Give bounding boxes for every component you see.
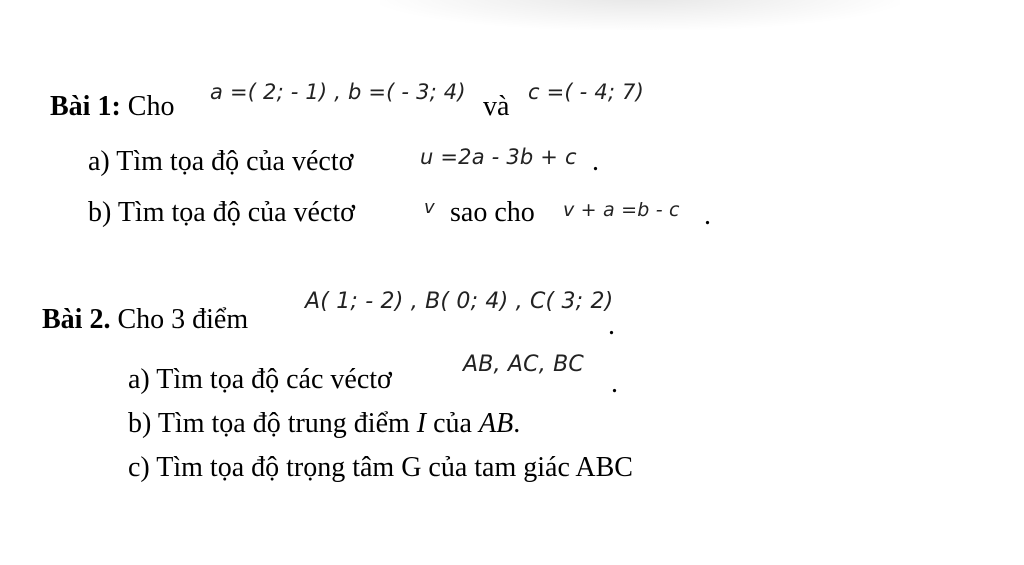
bai1-part-b-var-text: v bbox=[424, 197, 435, 218]
bai2-part-b bbox=[128, 408, 520, 440]
bai1-part-a-end: . bbox=[592, 146, 599, 177]
top-shadow bbox=[380, 0, 900, 30]
bai2-part-a-end: . bbox=[611, 368, 618, 399]
bai1-part-a-math bbox=[420, 145, 577, 169]
bai2-part-a-math bbox=[463, 353, 584, 377]
bai1-vectors-ab bbox=[210, 80, 466, 104]
bai1-part-b-math-text: v + a =b - c bbox=[563, 199, 680, 221]
bai2-part-b-AB: AB bbox=[478, 408, 514, 439]
bai1-vector-c bbox=[528, 80, 644, 104]
bai2-part-b-end: . bbox=[513, 408, 521, 439]
bai2-part-b-I: I bbox=[416, 408, 427, 439]
bai2-heading bbox=[42, 304, 248, 336]
bai2-part-a-text: a) Tìm tọa độ các véctơ bbox=[128, 364, 392, 395]
bai1-part-a-math-text: u =2a - 3b + c bbox=[420, 145, 577, 169]
bai1-label: Bài 1: bbox=[50, 91, 121, 122]
bai2-part-b-mid: của bbox=[433, 408, 472, 439]
bai2-part-b-pre: b) Tìm tọa độ trung điểm bbox=[128, 408, 410, 439]
bai2-label: Bài 2. bbox=[42, 304, 111, 335]
bai1-heading bbox=[50, 91, 174, 123]
bai2-part-a-math-text: AB, AC, BC bbox=[463, 352, 584, 377]
bai2-points-text: A( 1; - 2) , B( 0; 4) , C( 3; 2) bbox=[305, 289, 614, 314]
bai1-vectors-ab-text: a =( 2; - 1) , b =( - 3; 4) bbox=[210, 80, 466, 104]
bai1-intro: Cho bbox=[127, 91, 175, 122]
bai1-part-b-math bbox=[563, 198, 680, 222]
bai1-part-a-text: a) Tìm tọa độ của véctơ bbox=[88, 146, 354, 177]
bai2-points bbox=[305, 290, 613, 314]
bai1-vector-c-text: c =( - 4; 7) bbox=[528, 80, 645, 104]
bai1-part-b-end: . bbox=[704, 200, 711, 231]
bai2-intro: Cho 3 điểm bbox=[117, 304, 249, 335]
bai1-part-b-var bbox=[424, 196, 435, 220]
bai2-part-c: c) Tìm tọa độ trọng tâm G của tam giác ABC bbox=[128, 452, 633, 483]
bai1-part-b-mid: sao cho bbox=[450, 197, 535, 228]
bai1-conj: và bbox=[483, 91, 510, 122]
bai2-points-end: . bbox=[608, 310, 615, 341]
bai1-part-b-text: b) Tìm tọa độ của véctơ bbox=[88, 197, 355, 228]
